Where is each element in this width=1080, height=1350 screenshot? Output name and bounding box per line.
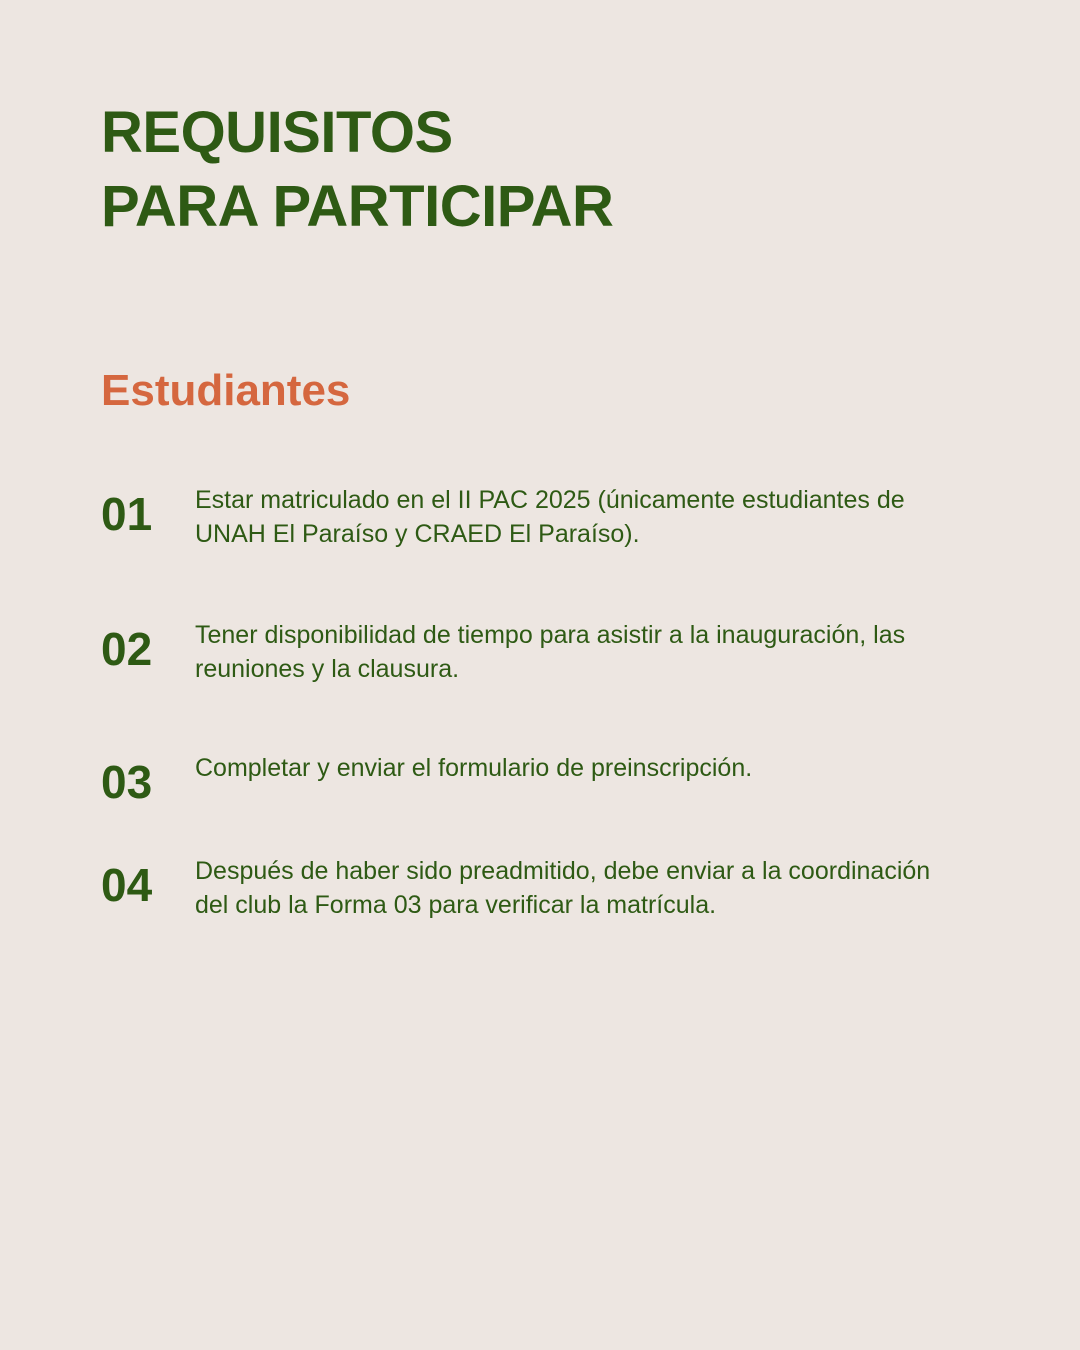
requirement-number: 01 <box>101 488 153 540</box>
requirement-text: Después de haber sido preadmitido, debe enviar a la coordinación del club la Forma 03 para verificar la matrícula. <box>195 857 931 919</box>
title-line-1: REQUISITOS <box>101 100 453 165</box>
requirement-number: 02 <box>101 623 153 675</box>
requirement-number: 03 <box>101 756 153 808</box>
requirement-text: Completar y enviar el formulario de preinscripción. <box>195 754 753 782</box>
title-line-2: PARA PARTICIPAR <box>101 174 614 239</box>
page-title <box>101 96 613 244</box>
section-heading: Estudiantes <box>101 366 351 415</box>
requirement-text: Estar matriculado en el II PAC 2025 (únicamente estudiantes de UNAH El Paraíso y CRAED El Paraíso). <box>195 486 905 548</box>
requirement-number: 04 <box>101 859 153 911</box>
requirement-text: Tener disponibilidad de tiempo para asistir a la inauguración, las reuniones y la clausura. <box>195 621 906 683</box>
